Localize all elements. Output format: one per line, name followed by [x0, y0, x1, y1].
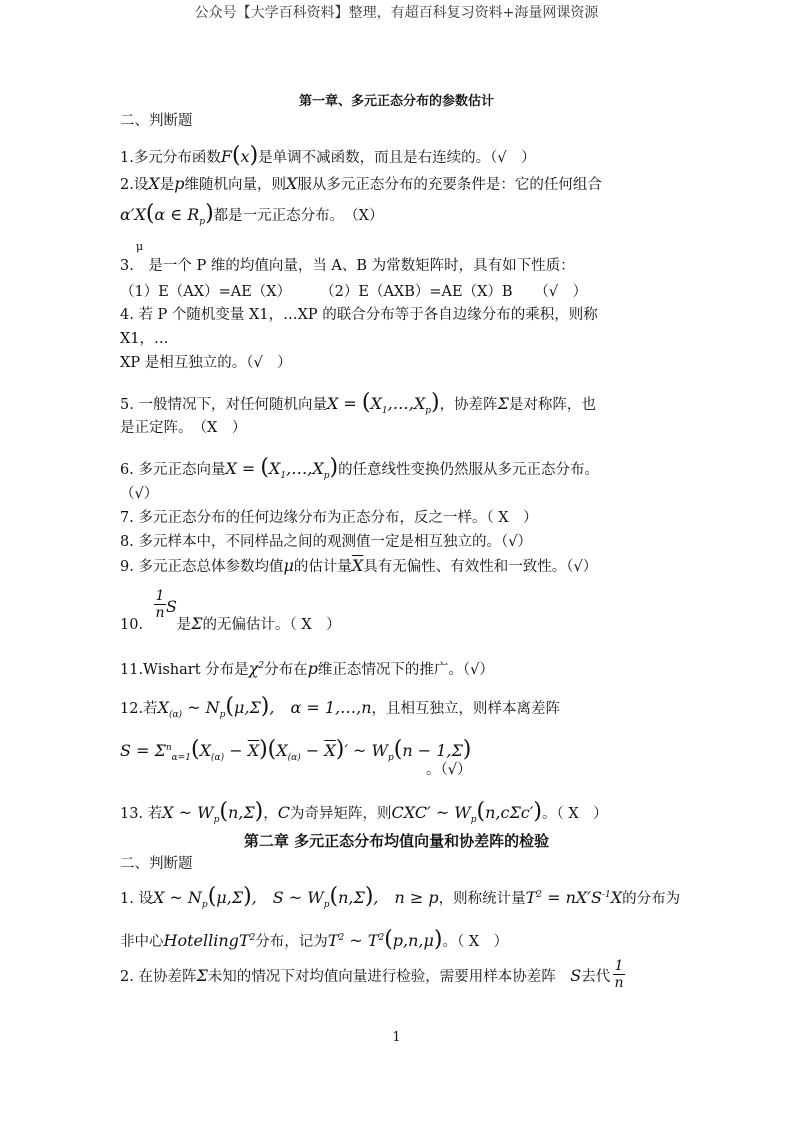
- math-frac-1n: 1 n: [155, 588, 165, 621]
- page-header: 公众号【大学百科资料】整理，有超百科复习资料+海量网课资源: [194, 5, 599, 21]
- ch1-q3-mu: μ: [136, 240, 144, 253]
- math-t2: $T^2 = nX'S^{-1}X$: [525, 888, 623, 907]
- ch1-q7: 7. 多元正态分布的任何边缘分布为正态分布，反之一样。（ X ）: [120, 510, 538, 526]
- math-x-vector: $X = (X_1,\dots,X_p)$: [326, 390, 440, 416]
- chapter2-title: 第二章 多元正态分布均值向量和协差阵的检验: [243, 832, 550, 850]
- ch1-q13: 13. 若X ~ $W_p(n,\Sigma)$，C为奇异矩阵，则CXC′ ~ $W_p(n,c\Sigma c')$。（ X ）: [120, 799, 608, 825]
- math-wishart: X ~ $W_p(n,\Sigma)$: [162, 799, 264, 825]
- math-scatter-matrix: $S = \Sigma^n_{\alpha=1}(X_{(\alpha)} - \overline{X})(X_{(\alpha)} - \overline{X})'$ ~ $W_p(n - 1,\Sigma)$: [120, 737, 472, 763]
- math-alpha-x: α′X(α ∈ $R_p$): [120, 201, 214, 227]
- ch1-q1: 1.多元分布函数F(x)是单调不减函数，而且是右连续的。（√ ）: [120, 143, 536, 168]
- math-x-vector: $X = (X_1,\dots,X_p)$: [225, 455, 339, 481]
- ch2-q1-line1: 1. 设X ~ $N_p(\mu,\Sigma)$, S ~ $W_p(n,\Sigma)$, n ≥ p，则称统计量$T^2 = nX'S^{-1}X$的分布为: [120, 884, 681, 910]
- math-s: S: [166, 597, 177, 616]
- ch1-q10: 10. 是Σ的无偏估计。（ X ）: [120, 614, 341, 633]
- page-number: 1: [392, 1030, 401, 1045]
- ch2-q1-line2: 非中心HotellingT$^2$分布，记为$T^2$ ~ $T^2(p,n,\mu)$。（ X ）: [120, 927, 509, 952]
- ch1-q2-line2: α′X(α ∈ $R_p$)都是一元正态分布。 （X）: [120, 201, 384, 227]
- ch1-q12-formula: [120, 738, 471, 768]
- math-cxc: CXC′ ~ $W_p(n,c\Sigma c')$: [391, 799, 542, 825]
- ch1-q12-tail: 。（√）: [426, 762, 472, 778]
- ch1-q3: 3. 是一个 P 维的均值向量，当 A、B 为常数矩阵时，具有如下性质：: [120, 258, 575, 274]
- math-frac-1n: 1 n: [614, 958, 624, 991]
- ch1-q3-props: （1）E（AX）=AE（X） （2）E（AXB）=AE（X）B （√ ）: [120, 284, 588, 300]
- ch1-q12: 12.若$X_{(\alpha)}$ ~ $N_p(\mu,\Sigma)$, α = 1,…,n，且相互独立，则样本离差阵: [120, 694, 561, 720]
- ch2-q2: 2. 在协差阵Σ未知的情况下对均值向量进行检验，需要用样本协差阵 S去代: [120, 966, 611, 985]
- ch1-q5-line2: 是正定阵。 （X ）: [120, 420, 247, 436]
- ch1-q2-line1: 2.设X是p维随机向量，则X服从多元正态分布的充要条件是：它的任何组合: [120, 174, 602, 193]
- ch1-q4-line3: XP 是相互独立的。（√ ）: [120, 355, 292, 371]
- chapter1-title: 第一章、多元正态分布的参数估计: [298, 94, 494, 109]
- ch1-q8: 8. 多元样本中，不同样品之间的观测值一定是相互独立的。（√）: [120, 534, 532, 550]
- math-t2-dist: $T^2$ ~ $T^2(p,n,\mu)$: [327, 927, 443, 952]
- chapter1-section: 二、判断题: [120, 113, 193, 129]
- math-fx: F(x): [220, 143, 259, 168]
- math-x-normal: $X_{(\alpha)}$ ~ $N_p(\mu,\Sigma)$, α = 1,…,n: [157, 694, 372, 720]
- ch1-q4-line1: 4. 若 P 个随机变量 X1，…XP 的联合分布等于各自边缘分布的乘积，则称: [120, 307, 598, 323]
- ch1-q4-line2: X1，…: [120, 331, 169, 347]
- math-assumptions: X ~ $N_p(\mu,\Sigma)$, S ~ $W_p(n,\Sigma)$, n ≥ p: [152, 884, 439, 910]
- ch1-q5-line1: 5. 一般情况下，对任何随机向量$X = (X_1,\dots,X_p)$，协差阵Σ是对称阵，也: [120, 390, 596, 416]
- ch1-q11: 11.Wishart 分布是$\chi^2$分布在p维正态情况下的推广。（√）: [120, 659, 494, 678]
- ch1-q6-line1: 6. 多元正态向量$X = (X_1,\dots,X_p)$的任意线性变换仍然服从多元正态分布。: [120, 455, 600, 481]
- ch1-q6-line2: （√）: [120, 486, 159, 502]
- chapter2-section: 二、判断题: [120, 856, 193, 872]
- ch1-q9: 9. 多元正态总体参数均值μ的估计量$\overline{X}$具有无偏性、有效性和一致性。（√）: [120, 556, 598, 575]
